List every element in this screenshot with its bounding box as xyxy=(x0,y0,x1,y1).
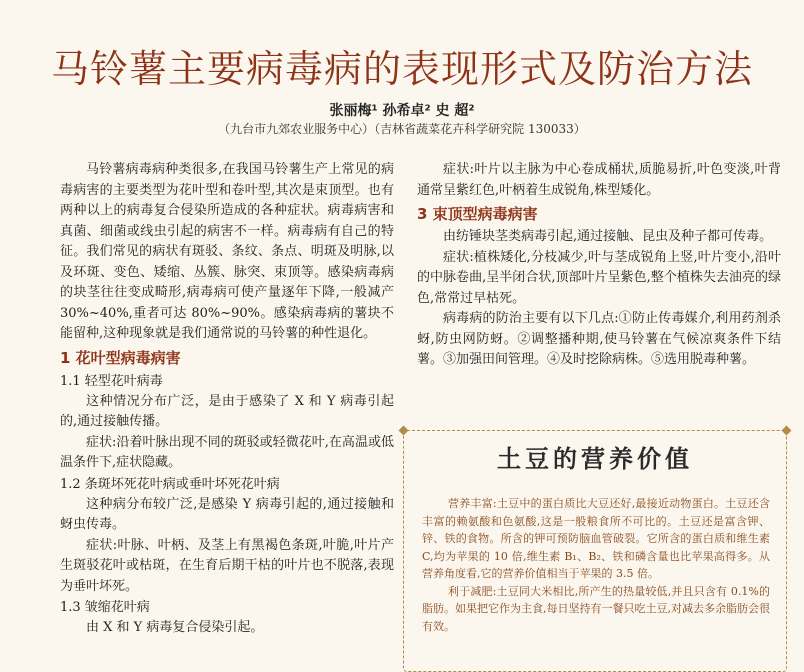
section-3-text: 由纺锤块茎类病毒引起,通过接触、昆虫及种子都可传毒。 xyxy=(443,229,773,244)
subsection-1-2-heading: 1.2 条斑坏死花叶病或垂叶坏死花叶病 xyxy=(60,476,280,492)
leafroll-symptoms: 症状:叶片以主脉为中心卷成桶状,质脆易折,叶色变淡,叶背通常呈紫红色,叶柄着生成锐角,株型矮化。 xyxy=(417,162,781,198)
subsection-1-1-symptoms: 症状:沿着叶脉出现不同的斑驳或轻微花叶,在高温或低温条件下,症状隐藏。 xyxy=(60,434,394,470)
subsection-1-2-symptoms: 症状:叶脉、叶柄、及茎上有黑褐色条斑,叶脆,叶片产生斑驳花叶或枯斑，在生育后期干枯的叶片也不脱落,表现为垂叶坏死。 xyxy=(60,537,394,594)
control-measures: 病毒病的防治主要有以下几点:①防止传毒媒介,利用药剂杀蚜,防虫网防蚜。②调整播种期,使马铃薯在气候凉爽条件下结薯。③加强田间管理。④及时挖除病株。⑤选用脱毒种薯。 xyxy=(417,311,781,367)
subsection-1-1-text: 这种情况分布广泛，是由于感染了 X 和 Y 病毒引起的,通过接触传播。 xyxy=(60,393,394,429)
corner-ornament xyxy=(399,426,409,436)
subsection-1-1-heading: 1.1 轻型花叶病毒 xyxy=(60,373,163,389)
intro-paragraph: 马铃薯病毒病种类很多,在我国马铃薯生产上常见的病毒病害的主要类型为花叶型和卷叶型,其次是束顶型。也有两种以上的病毒复合侵染所造成的各种症状。病毒病害和真菌、细菌或线虫引起的病害不一样。病毒病有自己的特征。我们常见的病状有斑驳、条纹、条点、明斑及明脉,以及环斑、变色、矮缩、丛簇、脉突、束顶等。感染病毒病的块茎往往变成畸形,病毒病可使产量逐年下降,一般减产 30%~40%,重者可达 80%~90%。感染病毒病的薯块不能留种,这种现象就是我们通常说的马铃薯的种性退化。 xyxy=(60,162,394,341)
article-title: 马铃薯主要病毒病的表现形式及防治方法 xyxy=(50,47,753,91)
subsection-1-3-text: 由 X 和 Y 病毒复合侵染引起。 xyxy=(86,620,264,635)
subsection-1-3-heading: 1.3 皱缩花叶病 xyxy=(60,600,150,615)
sidebar-title: 土豆的营养价值 xyxy=(497,445,693,473)
corner-ornament xyxy=(782,426,792,436)
sidebar-body xyxy=(422,495,770,635)
subsection-1-2-text: 这种病分布较广泛,是感染 Y 病毒引起的,通过接触和蚜虫传毒。 xyxy=(60,496,394,532)
sidebar-paragraph: 利于减肥:土豆同大米相比,所产生的热量较低,并且只含有 0.1%的脂肪。如果把它作为主食,每日坚持有一餐只吃土豆,对减去多余脂肪会很有效。 xyxy=(422,584,770,633)
sidebar-paragraph: 营养丰富:土豆中的蛋白质比大豆还好,最接近动物蛋白。土豆还含丰富的赖氨酸和色氨酸,这是一般粮食所不可比的。土豆还是富含钾、锌、铁的食物。所含的钾可预防脑血管破裂。它所含的蛋白质和维生素 C,均为苹果的 10 倍,维生素 B₁、B₂、铁和磷含量也比苹果高得多。从营养角度看,它的营养价值相当于苹果的 3.5 倍。 xyxy=(422,497,770,580)
section-1-heading: 1 花叶型病毒病害 xyxy=(60,348,181,367)
section-3-heading: 3 束顶型病毒病害 xyxy=(417,205,538,223)
article-authors: 张丽梅¹ 孙希卓² 史 超² xyxy=(329,103,475,119)
section-3-symptoms: 症状:植株矮化,分枝减少,叶与茎成锐角上竖,叶片变小,沿叶的中脉卷曲,呈半闭合状,顶部叶片呈紫色,整个植株失去油亮的绿色,常常过早枯死。 xyxy=(417,249,781,306)
nutrition-sidebar xyxy=(403,430,787,672)
left-column xyxy=(60,160,394,639)
article-affiliation: （九台市九郊农业服务中心）（吉林省蔬菜花卉科学研究院 130033） xyxy=(218,122,586,136)
right-column xyxy=(417,160,781,371)
